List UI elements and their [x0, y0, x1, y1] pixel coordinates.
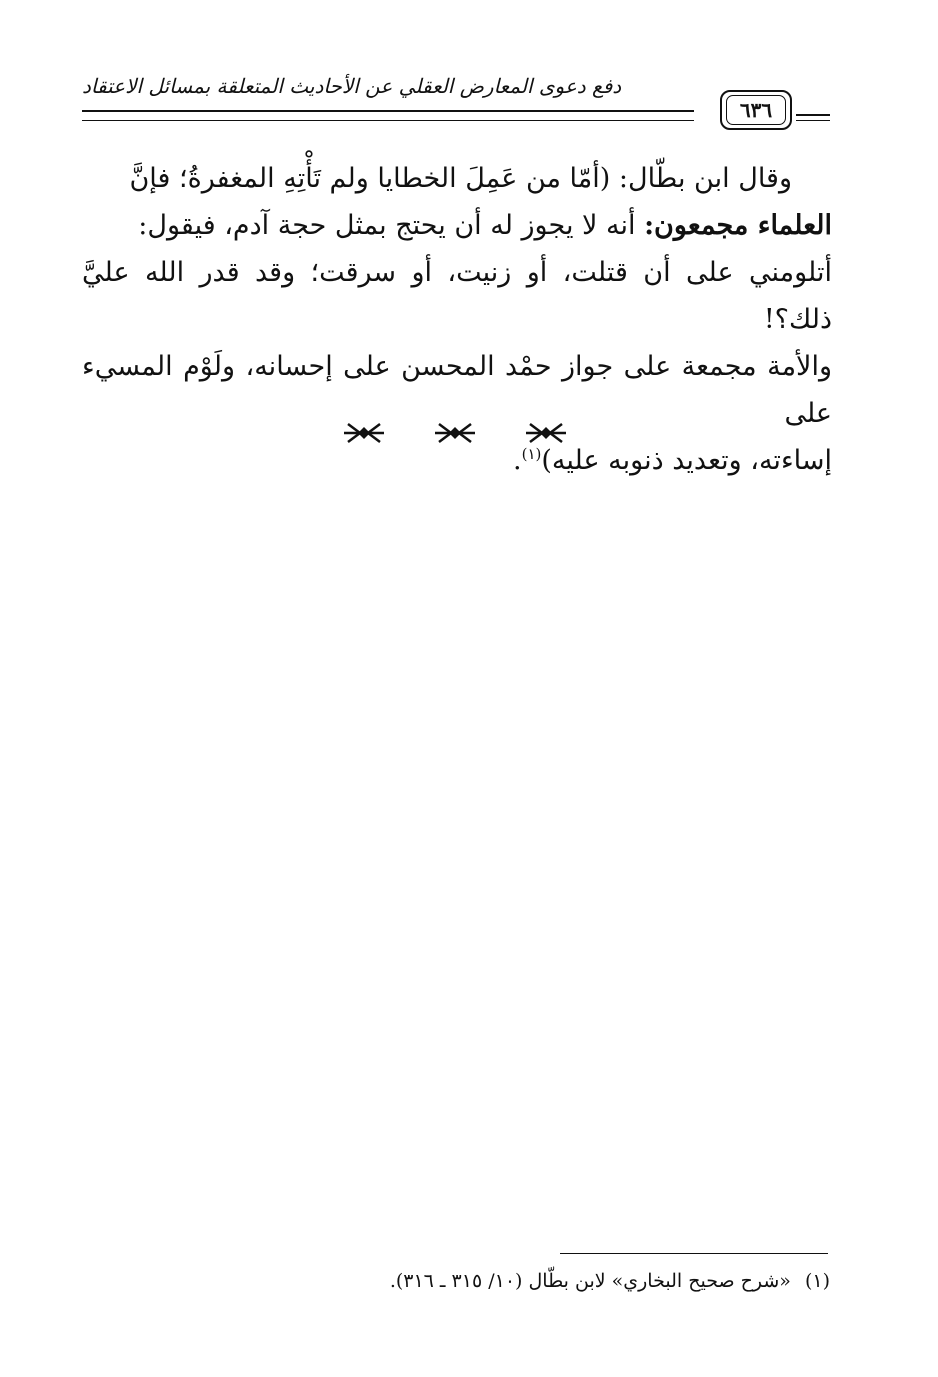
page-header — [82, 74, 830, 134]
section-separator — [340, 415, 570, 451]
ornament-icon — [431, 418, 479, 448]
text-line-3-content: أتلومني على أن قتلت، أو زنيت، أو سرقت؛ وقد قدر الله عليَّ ذلك؟! — [82, 257, 832, 335]
text-line-1-content: وقال ابن بطّال: (أمّا من عَمِلَ الخطايا ولم تَأْتِهِ المغفرةُ؛ فإنَّ — [129, 163, 792, 194]
text-line-4-content: والأمة مجمعة على جواز حمْد المحسن على إحسانه، ولَوْم المسيء على — [82, 351, 832, 429]
ornament-icon — [522, 418, 570, 448]
footnote-number: (١) — [804, 1270, 830, 1292]
text-line-2-content: أنه لا يجوز له أن يحتج بمثل حجة آدم، فيقول: — [138, 210, 645, 241]
header-rule — [82, 110, 694, 121]
header-rule-right — [796, 114, 830, 121]
footnote-reference: (١) — [521, 445, 542, 463]
text-line-3 — [82, 249, 832, 343]
text-line-5-content: إساءته، وتعديد ذنوبه عليه) — [541, 445, 832, 476]
footnote-text: «شرح صحيح البخاري» لابن بطّال (١٠/ ٣١٥ ـ ٣١٦). — [389, 1270, 791, 1292]
ornament-icon — [340, 418, 388, 448]
footnote — [300, 1266, 830, 1296]
text-line-5-end: . — [513, 445, 522, 476]
text-line-2 — [82, 202, 832, 249]
page-number-frame — [720, 90, 792, 130]
page-number: ٦٣٦ — [726, 95, 786, 125]
text-line-1 — [82, 155, 832, 202]
footnote-separator — [560, 1253, 828, 1254]
running-title: دفع دعوى المعارض العقلي عن الأحاديث المتعلقة بمسائل الاعتقاد — [82, 74, 622, 98]
bold-phrase: العلماء مجمعون: — [644, 210, 832, 241]
